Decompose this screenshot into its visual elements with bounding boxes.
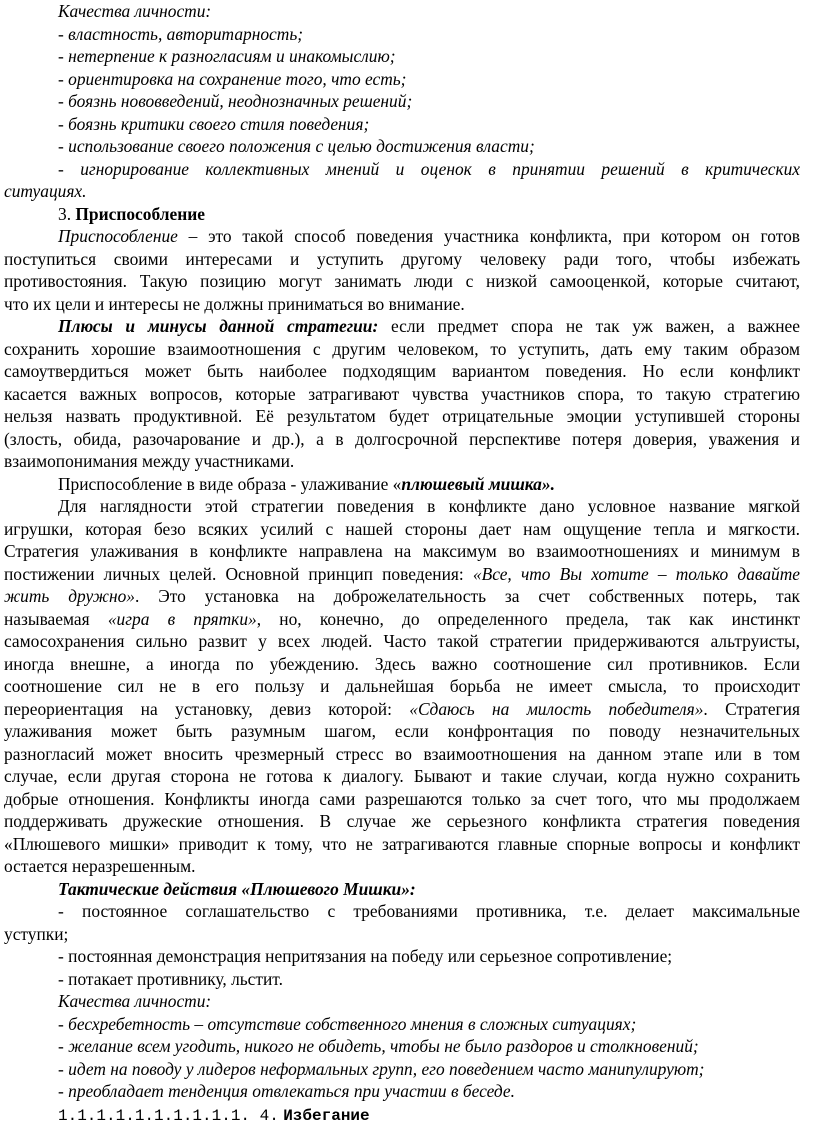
definition-line: поступиться своими интересами и уступить другому человеку ради того, чтобы избежать: [4, 248, 800, 271]
quality-item: - игнорирование коллективных мнений и оценок в принятии решений в критических: [4, 158, 800, 181]
tactic-item: - постоянная демонстрация непритязания на победу или серьезное сопротивление;: [4, 945, 800, 968]
pros-cons-line: касается важных вопросов, которые затрагивают чувства участников спора, то такую стратегию: [4, 383, 800, 406]
quality-item: - желание всем угодить, никого не обидеть, чтобы не было раздоров и столкновений;: [4, 1035, 800, 1058]
tactic-item: - постоянное соглашательство с требованиями противника, т.е. делает максимальные: [4, 900, 800, 923]
body-line: Для наглядности этой стратегии поведения в конфликте дано условное название мягкой: [4, 495, 800, 518]
quality-item: - нетерпение к разногласиям и инакомыслию;: [4, 45, 800, 68]
tactic-item: - потакает противнику, льстит.: [4, 968, 800, 991]
list-numbering: 1.1.1.1.1.1.1.1.1.1. 4.: [58, 1107, 279, 1125]
quality-item: - боязнь нововведений, неоднозначных решений;: [4, 90, 800, 113]
pros-cons-line: взаимопонимания между участниками.: [4, 450, 800, 473]
quality-item: - ориентировка на сохранение того, что есть;: [4, 68, 800, 91]
tactics-heading: Тактические действия «Плюшевого Мишки»:: [4, 878, 800, 901]
quality-item: - властность, авторитарность;: [4, 23, 800, 46]
quality-item: - использование своего положения с целью достижения власти;: [4, 135, 800, 158]
pros-cons-line: нельзя назвать продуктивной. Её результатом будет отрицательные эмоции уступившей стороны: [4, 405, 800, 428]
body-line: улаживания может быть разумным шагом, если конфронтация по поводу незначительных: [4, 720, 800, 743]
body-line: поддерживать дружеские отношения. В случае же серьезного конфликта стратегия поведения: [4, 810, 800, 833]
tactic-item-continued: уступки;: [4, 923, 800, 946]
pros-cons-line: (злость, обида, разочарование и др.), а в долгосрочной перспективе потеря доверия, уважения и: [4, 428, 800, 451]
body-line: случае, если другая сторона не готова к диалогу. Бывают и такие случаи, когда нужно сохранить: [4, 765, 800, 788]
qualities-heading: Качества личности:: [4, 0, 800, 23]
image-name: плюшевый мишка».: [401, 474, 555, 494]
body-line: жить дружно». Это установка на доброжелательность за счет собственных потерь, так: [4, 585, 800, 608]
qualities-heading: Качества личности:: [4, 990, 800, 1013]
body-line: игрушки, которая безо всяких усилий с нашей стороны дает нам ощущение тепла и мягкости.: [4, 518, 800, 541]
body-line: разногласий может вносить чрезмерный стресс во взаимоотношения на данном этапе или в том: [4, 743, 800, 766]
quality-item: - идет на поводу у лидеров неформальных групп, его поведением часто манипулируют;: [4, 1058, 800, 1081]
quality-item: - бесхребетность – отсутствие собственного мнения в сложных ситуациях;: [4, 1013, 800, 1036]
pros-cons-line: Плюсы и минусы данной стратегии: если предмет спора не так уж важен, а важнее: [4, 315, 800, 338]
pros-cons-line: сохранить хорошие взаимоотношения с другим человеком, то уступить, дать ему таким образом: [4, 338, 800, 361]
quality-item: - преобладает тенденция отвлекаться при участии в беседе.: [4, 1080, 800, 1103]
image-line: Приспособление в виде образа - улаживание «плюшевый мишка».: [4, 473, 800, 496]
body-line: иногда внешне, а иногда по убеждению. Здесь важно соотношение сил противников. Если: [4, 653, 800, 676]
body-line: соотношение сил не в его пользу и дальнейшая борьба не имеет смысла, то происходит: [4, 675, 800, 698]
footer-heading: [4, 1103, 800, 1127]
section-number: 3.: [58, 204, 71, 224]
pros-cons-line: самоутвердиться может быть наиболее подходящим вариантом поведения. Но если конфликт: [4, 360, 800, 383]
body-line: переориентация на установку, девиз которой: «Сдаюсь на милость победителя». Стратегия: [4, 698, 800, 721]
definition-line: что их цели и интересы не должны приниматься во внимание.: [4, 293, 800, 316]
footer-title: Избегание: [283, 1107, 369, 1125]
pros-cons-label: Плюсы и минусы данной стратегии:: [58, 316, 378, 336]
body-line: остается неразрешенным.: [4, 855, 800, 878]
body-line: постижении личных целей. Основной принцип поведения: «Все, что Вы хотите – только давайте: [4, 563, 800, 586]
section-title: Приспособление: [75, 204, 205, 224]
quality-item: - боязнь критики своего стиля поведения;: [4, 113, 800, 136]
quality-item-continued: ситуациях.: [4, 180, 800, 203]
body-line: Стратегия улаживания в конфликте направлена на максимум во взаимоотношениях и минимум в: [4, 540, 800, 563]
quote: жить дружно»: [4, 586, 135, 606]
definition-term: Приспособление: [58, 226, 178, 246]
definition-line: противостояния. Такую позицию могут занимать люди с низкой самооценкой, которые считают,: [4, 270, 800, 293]
definition-line: Приспособление – это такой способ поведения участника конфликта, при котором он готов: [4, 225, 800, 248]
body-line: «Плюшевого мишки» приводит к тому, что не затрагиваются главные спорные вопросы и конфликт: [4, 833, 800, 856]
quote: «игра в прятки»: [108, 609, 257, 629]
body-line: называемая «игра в прятки», но, конечно, до определенного предела, так как инстинкт: [4, 608, 800, 631]
section-heading: [4, 203, 800, 226]
document-page: [4, 0, 800, 1127]
body-line: самосохранения сильно развит у всех людей. Часто такой стратегии придерживаются альтруисты,: [4, 630, 800, 653]
body-line: добрые отношения. Конфликты иногда сами разрешаются только за счет того, что мы продолжаем: [4, 788, 800, 811]
quote: «Сдаюсь на милость победителя»: [409, 699, 703, 719]
quote: «Все, что Вы хотите – только давайте: [473, 564, 800, 584]
